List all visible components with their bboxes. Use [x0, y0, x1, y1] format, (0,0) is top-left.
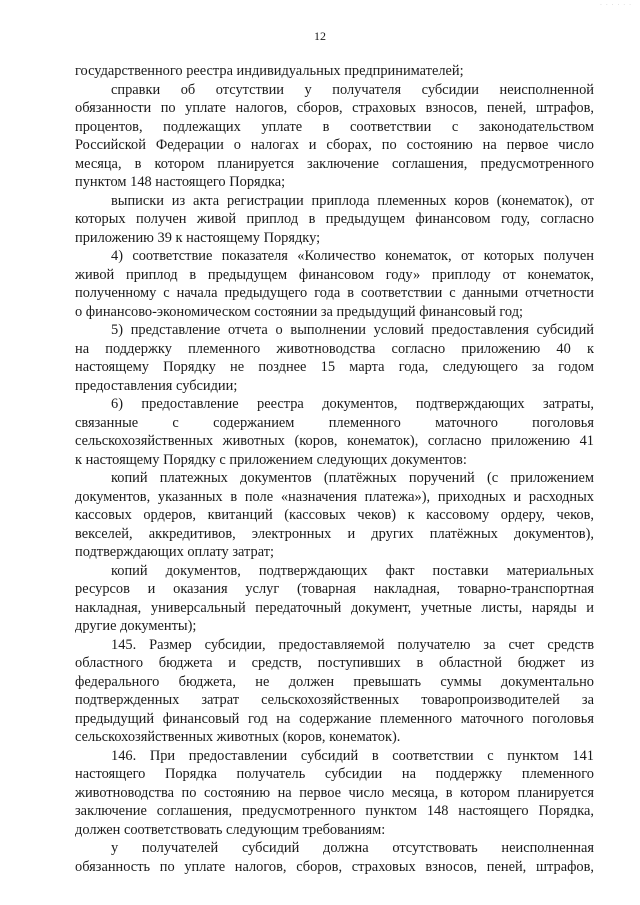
document-body	[75, 62, 594, 876]
text-line: заключение соглашения, предусмотренного пунктом 148 настоящего Порядка,	[75, 803, 594, 819]
text-line: сельскохозяйственных животных (коров, конематок), согласно приложению 41	[75, 433, 594, 449]
text-line: кассовых ордеров, квитанций (кассовых чеков) к кассовому ордеру, чеков,	[75, 507, 594, 523]
text-line: связанные с содержанием племенного маточного поголовья	[75, 414, 594, 431]
text-line: 4) соответствие показателя «Количество конематок, от которых получен	[111, 248, 594, 264]
text-line: к настоящему Порядку с приложением следующих документов:	[75, 451, 467, 468]
text-line: выписки из акта регистрации приплода племенных коров (конематок), от	[111, 192, 594, 209]
text-line: 6) предоставление реестра документов, подтверждающих затраты,	[111, 396, 594, 412]
text-line: другие документы);	[75, 618, 197, 634]
text-line: накладная, универсальный передаточный документ, учетные листы, наряды и	[75, 599, 594, 616]
text-line: 145. Размер субсидии, предоставляемой получателю за счет средств	[111, 636, 594, 653]
text-line: предоставления субсидии;	[75, 377, 238, 394]
text-line: животноводства по состоянию на первое число месяца, в котором планируется	[75, 784, 594, 801]
text-line: должен соответствовать следующим требованиям:	[75, 821, 386, 838]
text-line: 5) представление отчета о выполнении условий предоставления субсидий	[111, 322, 594, 338]
text-line: Российской Федерации о налогах и сборах, по состоянию на первое число	[75, 137, 594, 153]
text-line: документов, указанных в поле «назначения платежа»), приходных и расходных	[75, 488, 594, 505]
text-line: 146. При предоставлении субсидий в соответствии с пунктом 141	[111, 747, 594, 764]
text-line: копий платежных документов (платёжных поручений (с приложением	[111, 470, 594, 486]
text-line: подтвержденных затрат сельскохозяйственных товаропроизводителей за	[75, 692, 594, 708]
text-line: ресурсов и оказания услуг (товарная накладная, товарно-транспортная	[75, 581, 594, 597]
text-line: живой приплод в предыдущем финансовом году» приплоду от конематок,	[75, 266, 594, 283]
text-line: процентов, подлежащих уплате в соответствии с законодательством	[75, 118, 594, 135]
text-line: у получателей субсидий должна отсутствовать неисполненная	[111, 840, 594, 856]
text-line: сельскохозяйственных животных (коров, конематок).	[75, 729, 401, 745]
text-line: государственного реестра индивидуальных предпринимателей;	[75, 63, 464, 79]
corner-mark: · · · · · ·	[600, 2, 632, 9]
text-line: приложению 39 к настоящему Порядку;	[75, 229, 321, 246]
text-line: пунктом 148 настоящего Порядка;	[75, 174, 286, 190]
text-line: справки об отсутствии у получателя субсидии неисполненной	[111, 81, 594, 98]
text-line: подтверждающих оплату затрат;	[75, 544, 275, 560]
text-line: настоящему Порядку не позднее 15 марта года, следующего за годом	[75, 359, 594, 375]
text-line: обязанность по уплате налогов, сборов, страховых взносов, пеней, штрафов,	[75, 858, 594, 875]
text-line: о финансово-экономическом состоянии за предыдущий финансовый год;	[75, 303, 524, 320]
text-line: федерального бюджета, не должен превышать суммы документально	[75, 673, 594, 690]
text-line: полученному с начала предыдущего года в соответствии с данными отчетности	[75, 285, 594, 301]
text-line: на поддержку племенного животноводства согласно приложению 40 к	[75, 340, 594, 357]
text-line: копий документов, подтверждающих факт поставки материальных	[111, 562, 594, 579]
text-line: предыдущий финансовый год на содержание племенного маточного поголовья	[75, 710, 594, 727]
text-line: месяца, в котором планируется заключение соглашения, предусмотренного	[75, 155, 594, 172]
text-line: настоящего Порядка получатель субсидии на поддержку племенного	[75, 766, 594, 782]
page-number: 12	[314, 29, 326, 43]
text-line: областного бюджета и средств, поступивших в областной бюджет из	[75, 655, 594, 671]
text-line: обязанности по уплате налогов, сборов, страховых взносов, пеней, штрафов,	[75, 100, 594, 116]
text-line: векселей, аккредитивов, электронных и других платёжных документов),	[75, 525, 594, 542]
text-line: которых получен живой приплод в предыдущем финансовом году, согласно	[75, 211, 594, 227]
